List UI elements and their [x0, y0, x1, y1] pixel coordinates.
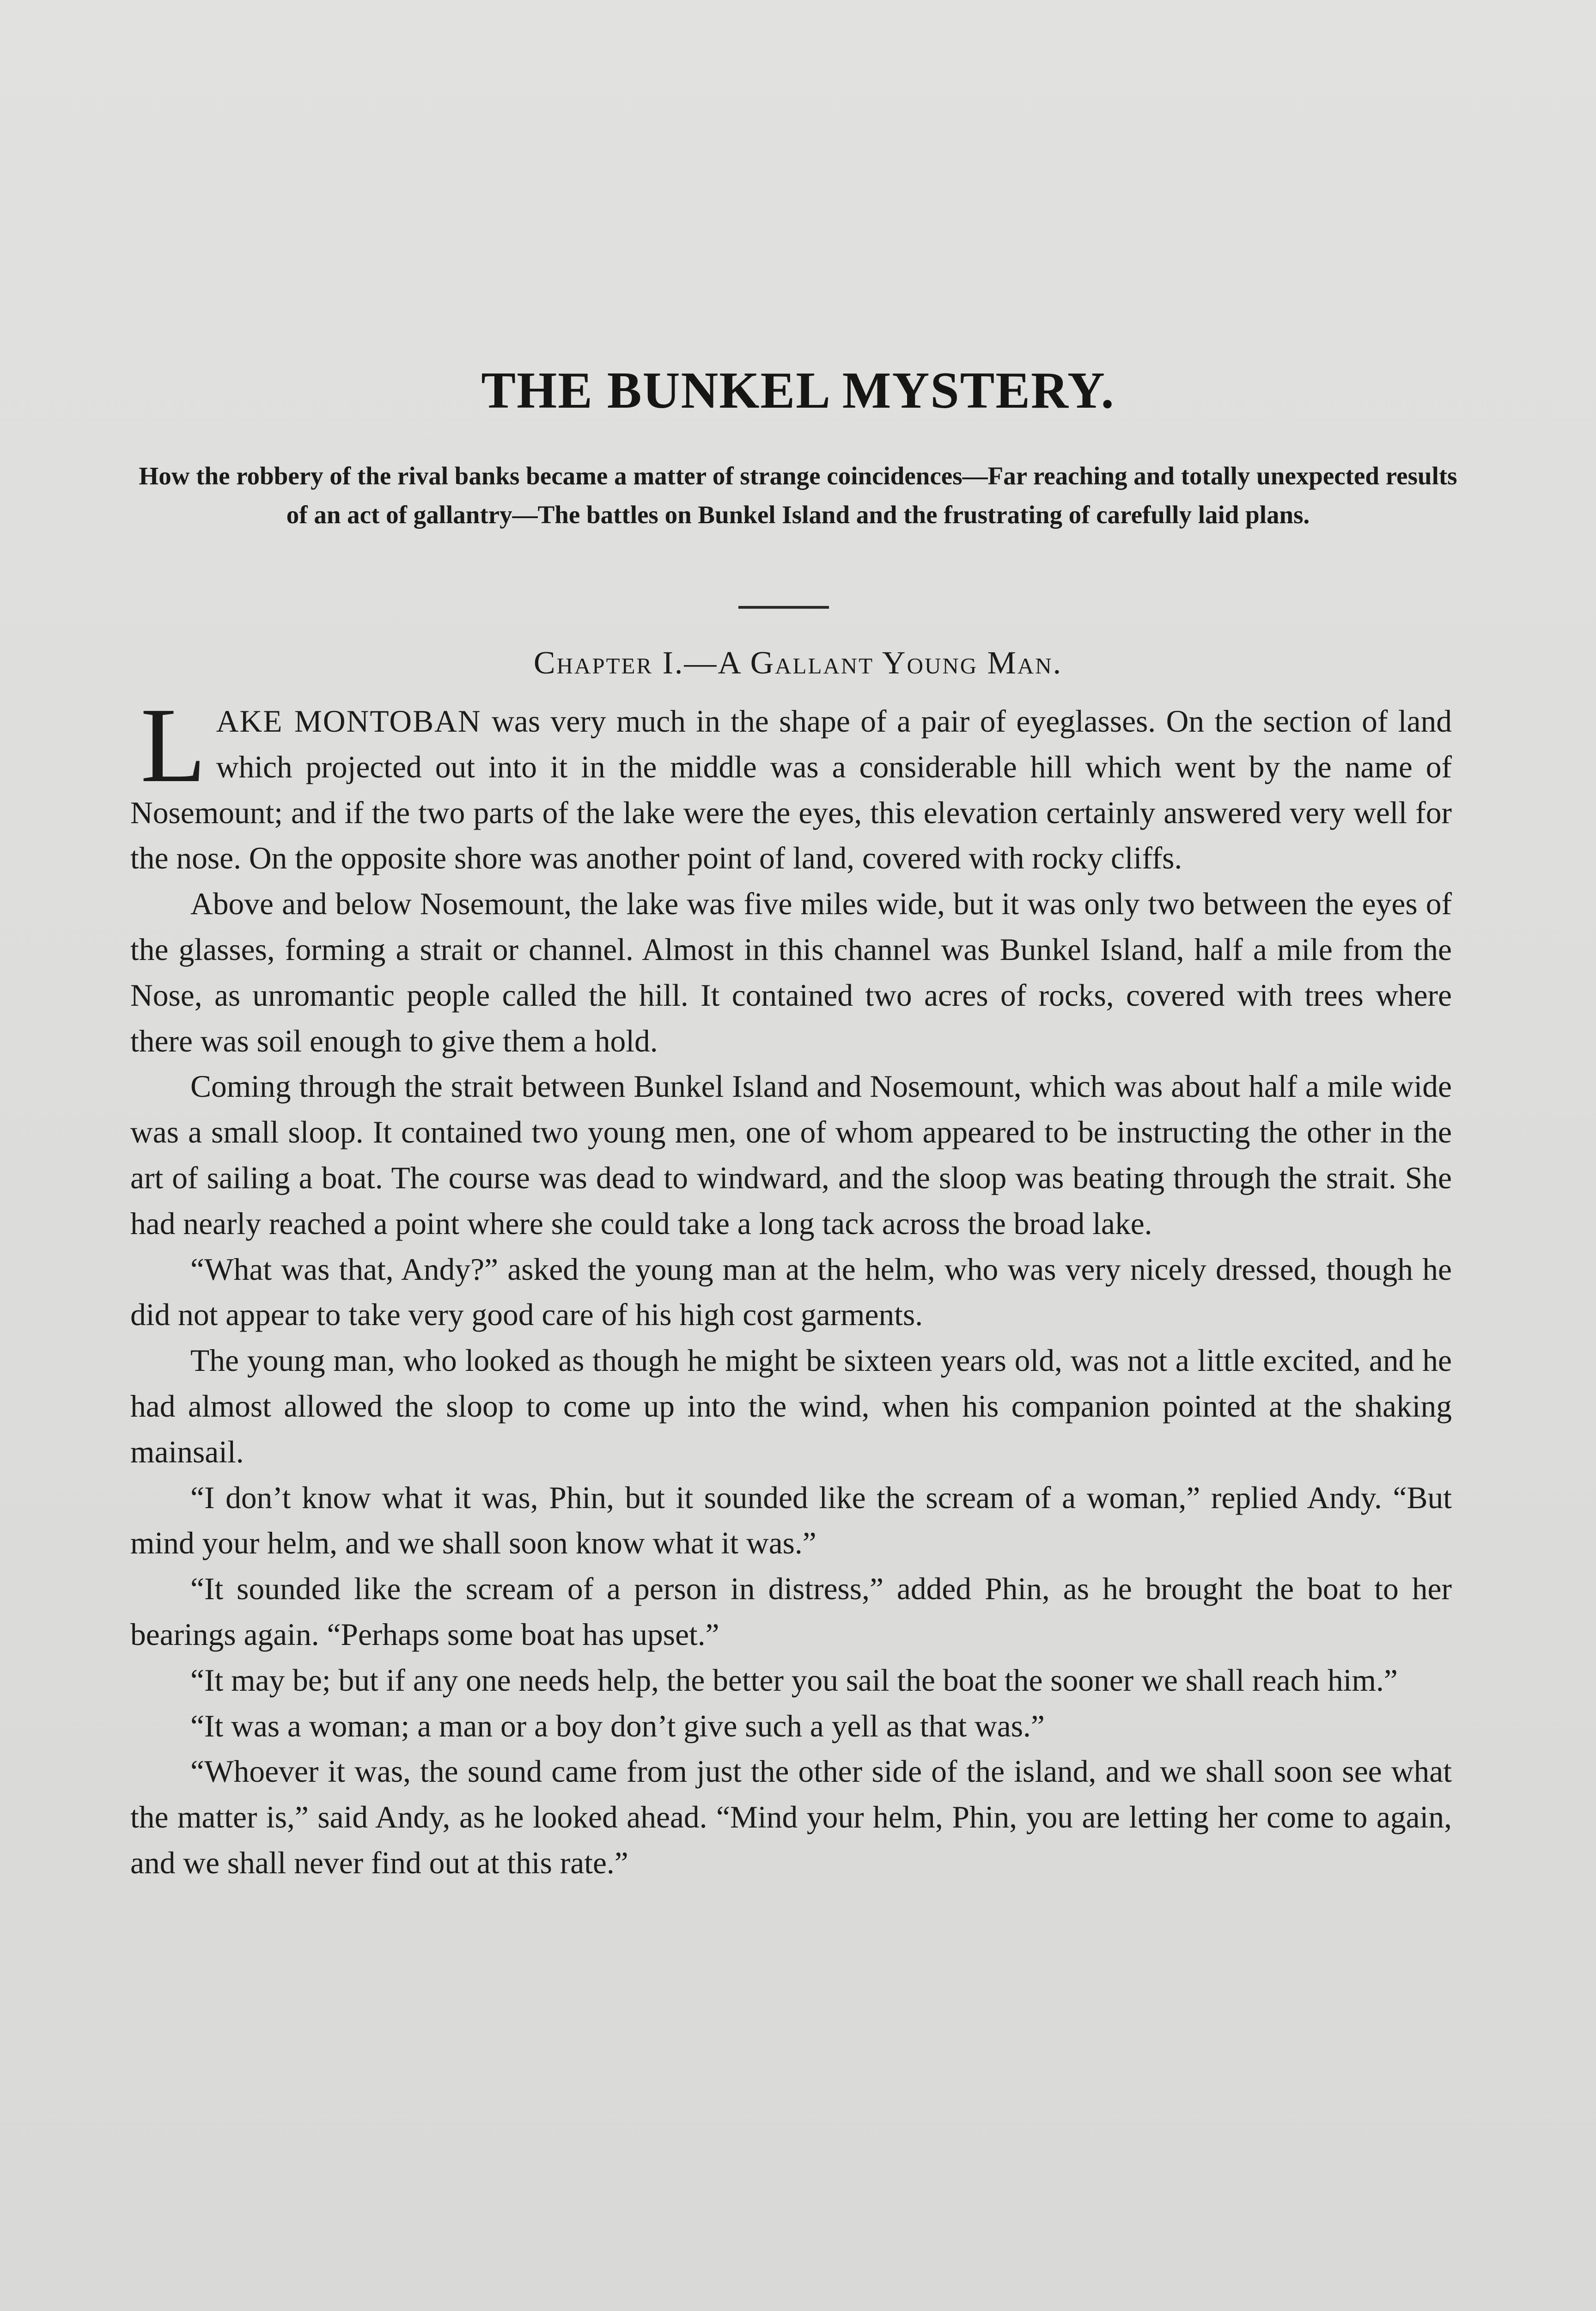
- paragraph: “I don’t know what it was, Phin, but it sounded like the scream of a woman,” replied Andy. “But mind your helm, and we shall soon know what it was.”: [130, 1480, 1452, 1561]
- paragraph: “It was a woman; a man or a boy don’t give such a yell as that was.”: [190, 1708, 1045, 1743]
- paragraph: Coming through the strait between Bunkel Island and Nosemount, which was about half a mile wide was a small sloop. It contained two young men, one of whom appeared to be instructing the other in the art of sailing a boat. The course was dead to windward, and the sloop was beating through the strait. She had nearly reached a point where she could take a long tack across the broad lake.: [130, 1069, 1452, 1241]
- paragraph: Above and below Nosemount, the lake was five miles wide, but it was only two between the eyes of the glasses, forming a strait or channel. Almost in this channel was Bunkel Island, half a mile from the Nose, as unromantic people called the hill. It contained two acres of rocks, covered with trees where there was soil enough to give them a hold.: [130, 886, 1452, 1058]
- article-subtitle: How the robbery of the rival banks became a matter of strange coincidences—Far reaching and totally unexpected results of an act of gallantry—The battles on Bunkel Island and the frustrating of carefully laid plans.: [139, 462, 1457, 529]
- paragraph: The young man, who looked as though he might be sixteen years old, was not a little excited, and he had almost allowed the sloop to come up into the wind, when his companion pointed at the shaking mainsail.: [130, 1343, 1452, 1469]
- paragraph: “What was that, Andy?” asked the young man at the helm, who was very nicely dressed, though he did not appear to take very good care of his high cost garments.: [130, 1252, 1452, 1333]
- lead-in-caps: AKE MONTOBAN: [216, 704, 481, 739]
- paragraph: “It sounded like the scream of a person in distress,” added Phin, as he brought the boat to her bearings again. “Perhaps some boat has upset.”: [130, 1571, 1452, 1652]
- drop-cap: L: [140, 686, 206, 805]
- article-body: [130, 686, 1452, 1886]
- section-divider: [738, 606, 829, 609]
- first-paragraph: [130, 686, 1452, 881]
- paragraph: “Whoever it was, the sound came from just the other side of the island, and we shall soon see what the matter is,” said Andy, as he looked ahead. “Mind your helm, Phin, you are letting her come to again, and we shall never find out at this rate.”: [130, 1754, 1452, 1880]
- chapter-heading: Chapter I.—A Gallant Young Man.: [533, 645, 1063, 681]
- paragraph: “It may be; but if any one needs help, the better you sail the boat the sooner we shall reach him.”: [190, 1663, 1398, 1698]
- first-paragraph-text: was very much in the shape of a pair of eyeglasses. On the section of land which projected out into it in the middle was a considerable hill which went by the name of Nosemount; and if the two parts of the lake were the eyes, this elevation certainly answered very well for the nose. On the opposite shore was another point of land, covered with rocky cliffs.: [130, 704, 1452, 876]
- article-title: THE BUNKEL MYSTERY.: [481, 362, 1115, 419]
